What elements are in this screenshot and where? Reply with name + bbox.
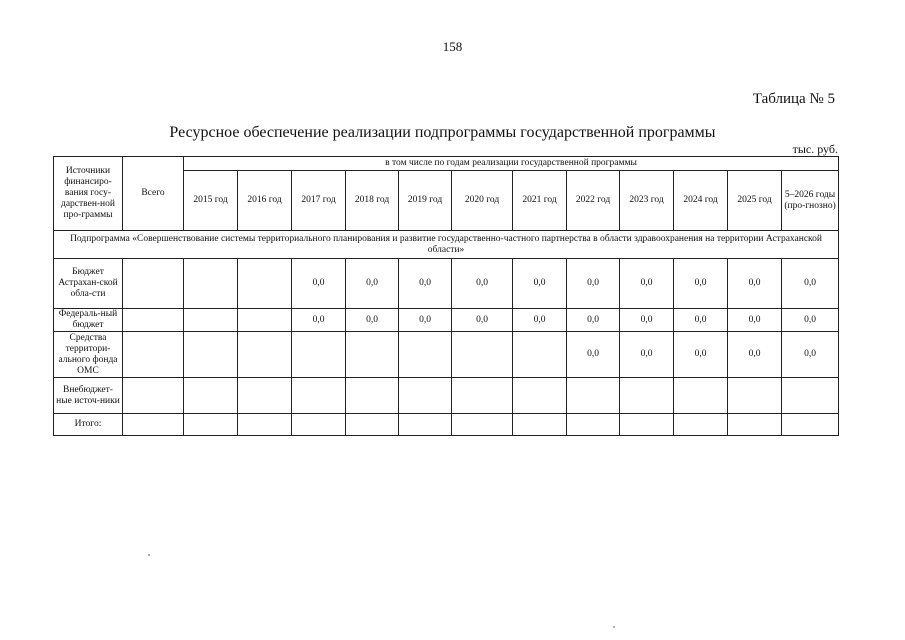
row-label: Федераль-ный бюджет bbox=[54, 309, 123, 332]
header-year: 2023 год bbox=[620, 171, 674, 231]
value-cell: 0,0 bbox=[567, 259, 620, 309]
value-cell bbox=[346, 378, 399, 414]
row-total bbox=[123, 332, 184, 378]
value-cell: 0,0 bbox=[567, 332, 620, 378]
value-cell: 0,0 bbox=[728, 309, 782, 332]
header-year: 2016 год bbox=[238, 171, 292, 231]
unit-label: тыс. руб. bbox=[792, 142, 838, 156]
value-cell bbox=[452, 332, 513, 378]
document-title: Ресурсное обеспечение реализации подпрограммы государственной программы bbox=[169, 124, 716, 141]
row-label: Бюджет Астрахан-ской обла-сти bbox=[54, 259, 123, 309]
value-cell bbox=[452, 414, 513, 436]
row-total bbox=[123, 309, 184, 332]
header-year: 2015 год bbox=[184, 171, 238, 231]
value-cell: 0,0 bbox=[674, 309, 728, 332]
row-label: Итого: bbox=[54, 414, 123, 436]
value-cell bbox=[782, 414, 839, 436]
table-row bbox=[54, 309, 839, 332]
value-cell: 0,0 bbox=[399, 309, 452, 332]
row-total bbox=[123, 378, 184, 414]
value-cell bbox=[728, 414, 782, 436]
value-cell: 0,0 bbox=[292, 259, 346, 309]
value-cell bbox=[238, 309, 292, 332]
value-cell bbox=[238, 378, 292, 414]
header-year: 2024 год bbox=[674, 171, 728, 231]
value-cell: 0,0 bbox=[452, 259, 513, 309]
header-year: 2022 год bbox=[567, 171, 620, 231]
value-cell: 0,0 bbox=[620, 332, 674, 378]
header-year: 2025 год bbox=[728, 171, 782, 231]
value-cell bbox=[346, 414, 399, 436]
value-cell bbox=[184, 332, 238, 378]
table-row bbox=[54, 259, 839, 309]
header-years-group: в том числе по годам реализации государственной программы bbox=[184, 157, 839, 171]
value-cell: 0,0 bbox=[782, 309, 839, 332]
value-cell: 0,0 bbox=[620, 309, 674, 332]
resource-table bbox=[53, 156, 839, 436]
value-cell: 0,0 bbox=[782, 259, 839, 309]
row-label: Средства территори-ального фонда ОМС bbox=[54, 332, 123, 378]
value-cell bbox=[184, 259, 238, 309]
value-cell bbox=[567, 378, 620, 414]
value-cell bbox=[292, 414, 346, 436]
value-cell bbox=[346, 332, 399, 378]
value-cell bbox=[620, 378, 674, 414]
value-cell: 0,0 bbox=[513, 259, 567, 309]
header-year: 2020 год bbox=[452, 171, 513, 231]
value-cell: 0,0 bbox=[399, 259, 452, 309]
value-cell bbox=[238, 259, 292, 309]
value-cell: 0,0 bbox=[513, 309, 567, 332]
scan-speck bbox=[148, 554, 150, 556]
value-cell bbox=[620, 414, 674, 436]
value-cell bbox=[292, 332, 346, 378]
value-cell bbox=[674, 378, 728, 414]
header-year: 2017 год bbox=[292, 171, 346, 231]
row-total bbox=[123, 259, 184, 309]
value-cell bbox=[399, 414, 452, 436]
value-cell: 0,0 bbox=[292, 309, 346, 332]
subprogram-title: Подпрограмма «Совершенствование системы территориального планирования и развитие государственно-частного партнерства в области здравоохранения на территории Астраханской области» bbox=[54, 231, 839, 259]
value-cell: 0,0 bbox=[674, 259, 728, 309]
table-caption: Таблица № 5 bbox=[752, 91, 835, 107]
value-cell bbox=[513, 414, 567, 436]
value-cell bbox=[184, 378, 238, 414]
header-total: Всего bbox=[123, 157, 184, 231]
value-cell: 0,0 bbox=[782, 332, 839, 378]
page-number: 158 bbox=[442, 39, 463, 54]
row-total bbox=[123, 414, 184, 436]
value-cell bbox=[399, 332, 452, 378]
row-label: Внебюджет-ные источ-ники bbox=[54, 378, 123, 414]
value-cell bbox=[452, 378, 513, 414]
value-cell bbox=[513, 332, 567, 378]
header-year: 5–2026 годы (про-гнозно) bbox=[782, 171, 839, 231]
value-cell: 0,0 bbox=[728, 332, 782, 378]
value-cell: 0,0 bbox=[346, 259, 399, 309]
value-cell bbox=[567, 414, 620, 436]
value-cell: 0,0 bbox=[674, 332, 728, 378]
value-cell: 0,0 bbox=[567, 309, 620, 332]
value-cell: 0,0 bbox=[728, 259, 782, 309]
value-cell bbox=[292, 378, 346, 414]
scan-speck bbox=[613, 626, 615, 628]
value-cell: 0,0 bbox=[620, 259, 674, 309]
header-year: 2021 год bbox=[513, 171, 567, 231]
header-year: 2019 год bbox=[399, 171, 452, 231]
value-cell: 0,0 bbox=[346, 309, 399, 332]
table-row bbox=[54, 378, 839, 414]
value-cell bbox=[513, 378, 567, 414]
header-source: Источники финансиро-вания госу-дарствен-ной про-граммы bbox=[54, 157, 123, 231]
value-cell: 0,0 bbox=[452, 309, 513, 332]
value-cell bbox=[238, 414, 292, 436]
table-row bbox=[54, 332, 839, 378]
table-row bbox=[54, 414, 839, 436]
value-cell bbox=[674, 414, 728, 436]
value-cell bbox=[238, 332, 292, 378]
value-cell bbox=[184, 414, 238, 436]
value-cell bbox=[184, 309, 238, 332]
value-cell bbox=[399, 378, 452, 414]
value-cell bbox=[782, 378, 839, 414]
header-year: 2018 год bbox=[346, 171, 399, 231]
value-cell bbox=[728, 378, 782, 414]
